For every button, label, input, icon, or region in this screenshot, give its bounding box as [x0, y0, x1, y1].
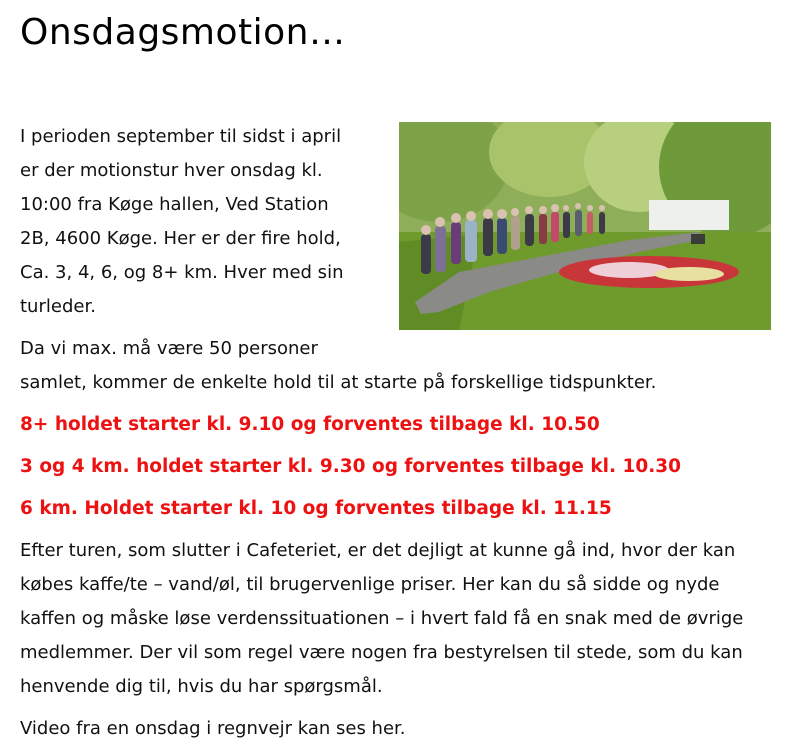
walking-group-photo: [399, 122, 771, 330]
intro-line: 2B, 4600 Køge. Her er der fire hold,: [20, 228, 341, 249]
schedule-3-4km: 3 og 4 km. holdet starter kl. 9.30 og forventes tilbage kl. 10.30: [20, 456, 681, 477]
intro-line: er der motionstur hver onsdag kl.: [20, 160, 323, 181]
cafeteria-paragraph: Efter turen, som slutter i Cafeteriet, er det dejligt at kunne gå ind, hvor der kan købes kaffe/te – vand/øl, til brugervenlige priser. Her kan du så sidde og nyde kaffen og måske løse verdenssituationen – i hvert fald få en snak med de øvrige medlemmer. Der vil som regel være nogen fra bestyrelsen til stede, som du kan henvende dig til, hvis du har spørgsmål.: [20, 540, 744, 697]
intro-line: 10:00 fra Køge hallen, Ved Station: [20, 194, 329, 215]
intro-paragraph: [20, 120, 370, 324]
intro-line: turleder.: [20, 296, 96, 317]
article-body: [20, 120, 780, 754]
video-paragraph: Video fra en onsdag i regnvejr kan ses her.: [20, 718, 406, 739]
intro-line: Ca. 3, 4, 6, og 8+ km. Hver med sin: [20, 262, 344, 283]
intro-line: I perioden september til sidst i april: [20, 126, 342, 147]
group-limit-paragraph: Da vi max. må være 50 personer samlet, kommer de enkelte hold til at starte på forskellige tidspunkter.: [20, 338, 657, 393]
schedule-6km: 6 km. Holdet starter kl. 10 og forventes tilbage kl. 11.15: [20, 498, 612, 519]
schedule-8plus: 8+ holdet starter kl. 9.10 og forventes tilbage kl. 10.50: [20, 414, 600, 435]
page-title: Onsdagsmotion…: [20, 12, 346, 53]
